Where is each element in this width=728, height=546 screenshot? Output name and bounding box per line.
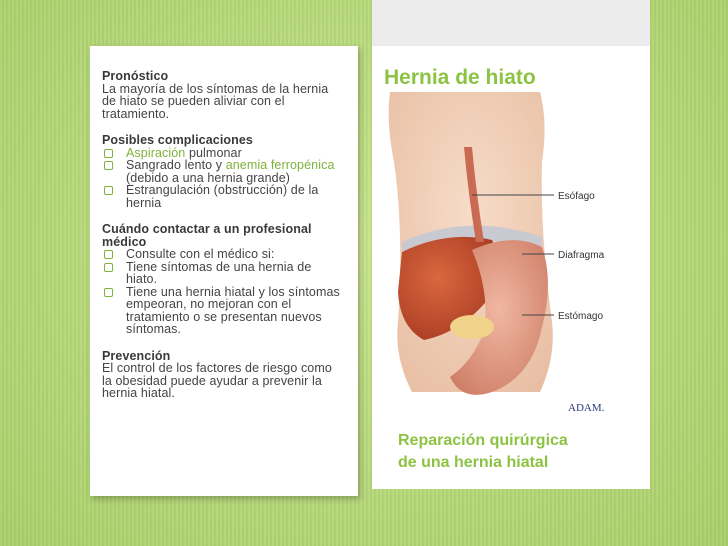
aspiracion-link[interactable]: Aspiración [126,145,186,160]
contactar-list [102,248,342,336]
prevencion-text: El control de los factores de riesgo como la obesidad puede ayudar a prevenir la hernia hiatal. [102,361,332,400]
complicaciones-heading: Posibles complicaciones [102,133,253,147]
complicaciones-list [102,147,342,210]
anemia-link[interactable]: anemia ferropénica [225,158,335,172]
pronostico-text: La mayoría de los síntomas de la hernia de hiato se pueden aliviar con el tratamiento. [102,81,329,121]
list-item [102,159,342,184]
text-content [102,70,342,400]
text-panel [90,46,358,496]
list-item [102,184,342,209]
caption [398,430,638,474]
list-item: Tiene una hernia hiatal y los síntomas empeoran, no mejoran con el tratamiento o se presentan nuevos síntomas. [102,286,342,336]
caption-line-2: de una hernia hiatal [398,454,549,471]
list-item-text: Sangrado lento y [126,158,226,172]
diafragma-label: Diafragma [558,250,605,261]
contactar-heading: Cuándo contactar a un profesional médico [102,222,312,249]
page-title: Hernia de hiato [384,66,536,89]
adam-credit: ADAM. [568,402,605,414]
pronostico-heading: Pronóstico [102,69,169,83]
list-item-text: Estrangulación (obstrucción) de la hernia [126,183,319,210]
list-item: Tiene síntomas de una hernia de hiato. [102,261,342,286]
pancreas-shape [450,315,494,339]
top-decoration [372,0,650,46]
list-item-text: pulmonar [185,145,242,160]
esofago-label: Esófago [558,191,595,202]
right-panel [372,0,650,546]
estomago-label: Estómago [558,311,604,322]
prevencion-heading: Prevención [102,348,171,363]
hiatal-hernia-illustration [372,92,650,422]
list-item: Consulte con el médico si: [102,248,342,261]
caption-line-1: Reparación quirúrgica [398,432,568,449]
list-item-text: (debido a una hernia grande) [126,170,291,185]
